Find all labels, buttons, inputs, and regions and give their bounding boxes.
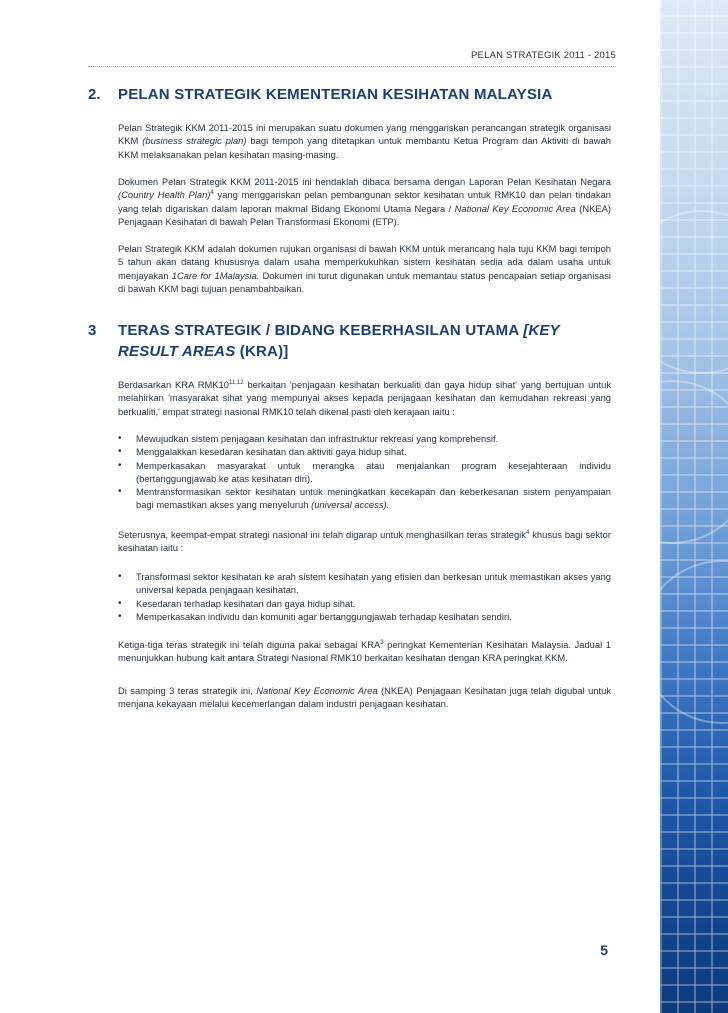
paragraph: Pelan Strategik KKM 2011-2015 ini merupakan suatu dokumen yang menggariskan perancangan strategik organisasi KKM (business strategic plan) bagi tempoh yang ditetapkan untuk membantu Ketua Program dan Aktiviti di bawah KKM melaksanakan pelan kesihatan masing-masing. [118,122,611,160]
list-item: • Memperkasakan masyarakat untuk merangka atau menjalankan program kesejahteraan individu (bertanggungjawab ke atas kesihatan diri). [118,459,611,484]
decorative-blue-band [660,0,728,1013]
paragraph: Dokumen Pelan Strategik KKM 2011-2015 ini hendaklah dibaca bersama dengan Laporan Pelan Kesihatan Negara (Country Health Plan)$^4$ yang menggariskan pelan pembangunan sektor kesihatan untuk RMK10 dan pelan tindakan yang telah digariskan dalam laporan makmal Bidang Ekonomi Utama Negara / National Key Economic Area (NKEA) Penjagaan Kesihatan di bawah Pelan Transformasi Ekonomi (ETP). [118,176,611,227]
running-header: PELAN STRATEGIK 2011 - 2015 [471,50,616,61]
decorative-swirl [660,560,728,724]
paragraph: Ketiga-tiga teras strategik ini telah diguna pakai sebagai KRA$^3$ peringkat Kementerian Kesihatan Malaysia. Jadual 1 menunjukkan hubung kait antara Strategi Nasional RMK10 berkaitan kesihatan dengan KRA peringkat KKM. [118,639,611,664]
list-item: • Transformasi sektor kesihatan ke arah sistem kesihatan yang efisien dan berkesan untuk memastikan akses yang universal kepada penjagaan kesihatan. [118,571,611,596]
section-number: 2. [88,86,101,103]
section-title: TERAS STRATEGIK / BIDANG KEBERHASILAN UTAMA [KEY RESULT AREAS (KRA)] [118,322,560,360]
paragraph: Di samping 3 teras strategik ini, National Key Economic Area (NKEA) Penjagaan Kesihatan juga telah digubal untuk menjana kekayaan melalui kecemerlangan dalam industri penjagaan kesihatan. [118,685,612,710]
paragraph: Seterusnya, keempat-empat strategi nasional ini telah digarap untuk menghasilkan teras strategik$^4$ khusus bagi sektor kesihatan iaitu : [118,529,611,554]
bullet-list [118,432,611,512]
decorative-swirl [660,210,728,374]
list-item: • Mewujudkan sistem penjagaan kesihatan dan infrastruktur rekreasi yang komprehensif. [118,433,499,444]
section-title: PELAN STRATEGIK KEMENTERIAN KESIHATAN MALAYSIA [118,86,553,103]
decorative-swirl [660,380,728,544]
list-item: • Kesedaran terhadap kesihatan dan gaya hidup sihat. [118,597,356,609]
list-item: • Memperkasakan individu dan komuniti agar bertanggungjawab terhadap kesihatan sendiri. [118,610,512,622]
paragraph: Pelan Strategik KKM adalah dokumen rujukan organisasi di bawah KKM untuk merancang hala tuju KKM bagi tempoh 5 tahun akan datang khususnya dalam usaha memperkukuhkan sistem kesihatan sedia ada dalam usaha untuk menjayakan 1Care for 1Malaysia. Dokumen ini turut digunakan untuk memantau status pencapaian setiap organisasi di bawah KKM bagi tujuan penambahbaikan. [118,243,612,294]
list-item: • Mentransformasikan sektor kesihatan untuk meningkatkan kecekapan dan keberkesanan sistem penyampaian bagi memastikan akses yang menyeluruh (universal access). [118,486,611,511]
paragraph: Berdasarkan KRA RMK10$^{11,12}$ berkaitan 'penjagaan kesihatan berkualiti dan gaya hidup sihat' yang bertujuan untuk melahirkan 'masyarakat sihat yang mempunyai akses kepada penjagaan kesihatan dan kemudahan rekreasi yang berkualiti,' empat strategi nasional RMK10 telah dikenal pasti oleh kerajaan iaitu : [118,379,612,417]
bullet-list [118,570,611,623]
section-number: 3 [88,322,97,339]
page-number: 5 [600,942,608,958]
list-item: • Menggalakkan kesedaran kesihatan dan aktiviti gaya hidup sihat. [118,446,407,458]
header-divider [88,66,616,67]
